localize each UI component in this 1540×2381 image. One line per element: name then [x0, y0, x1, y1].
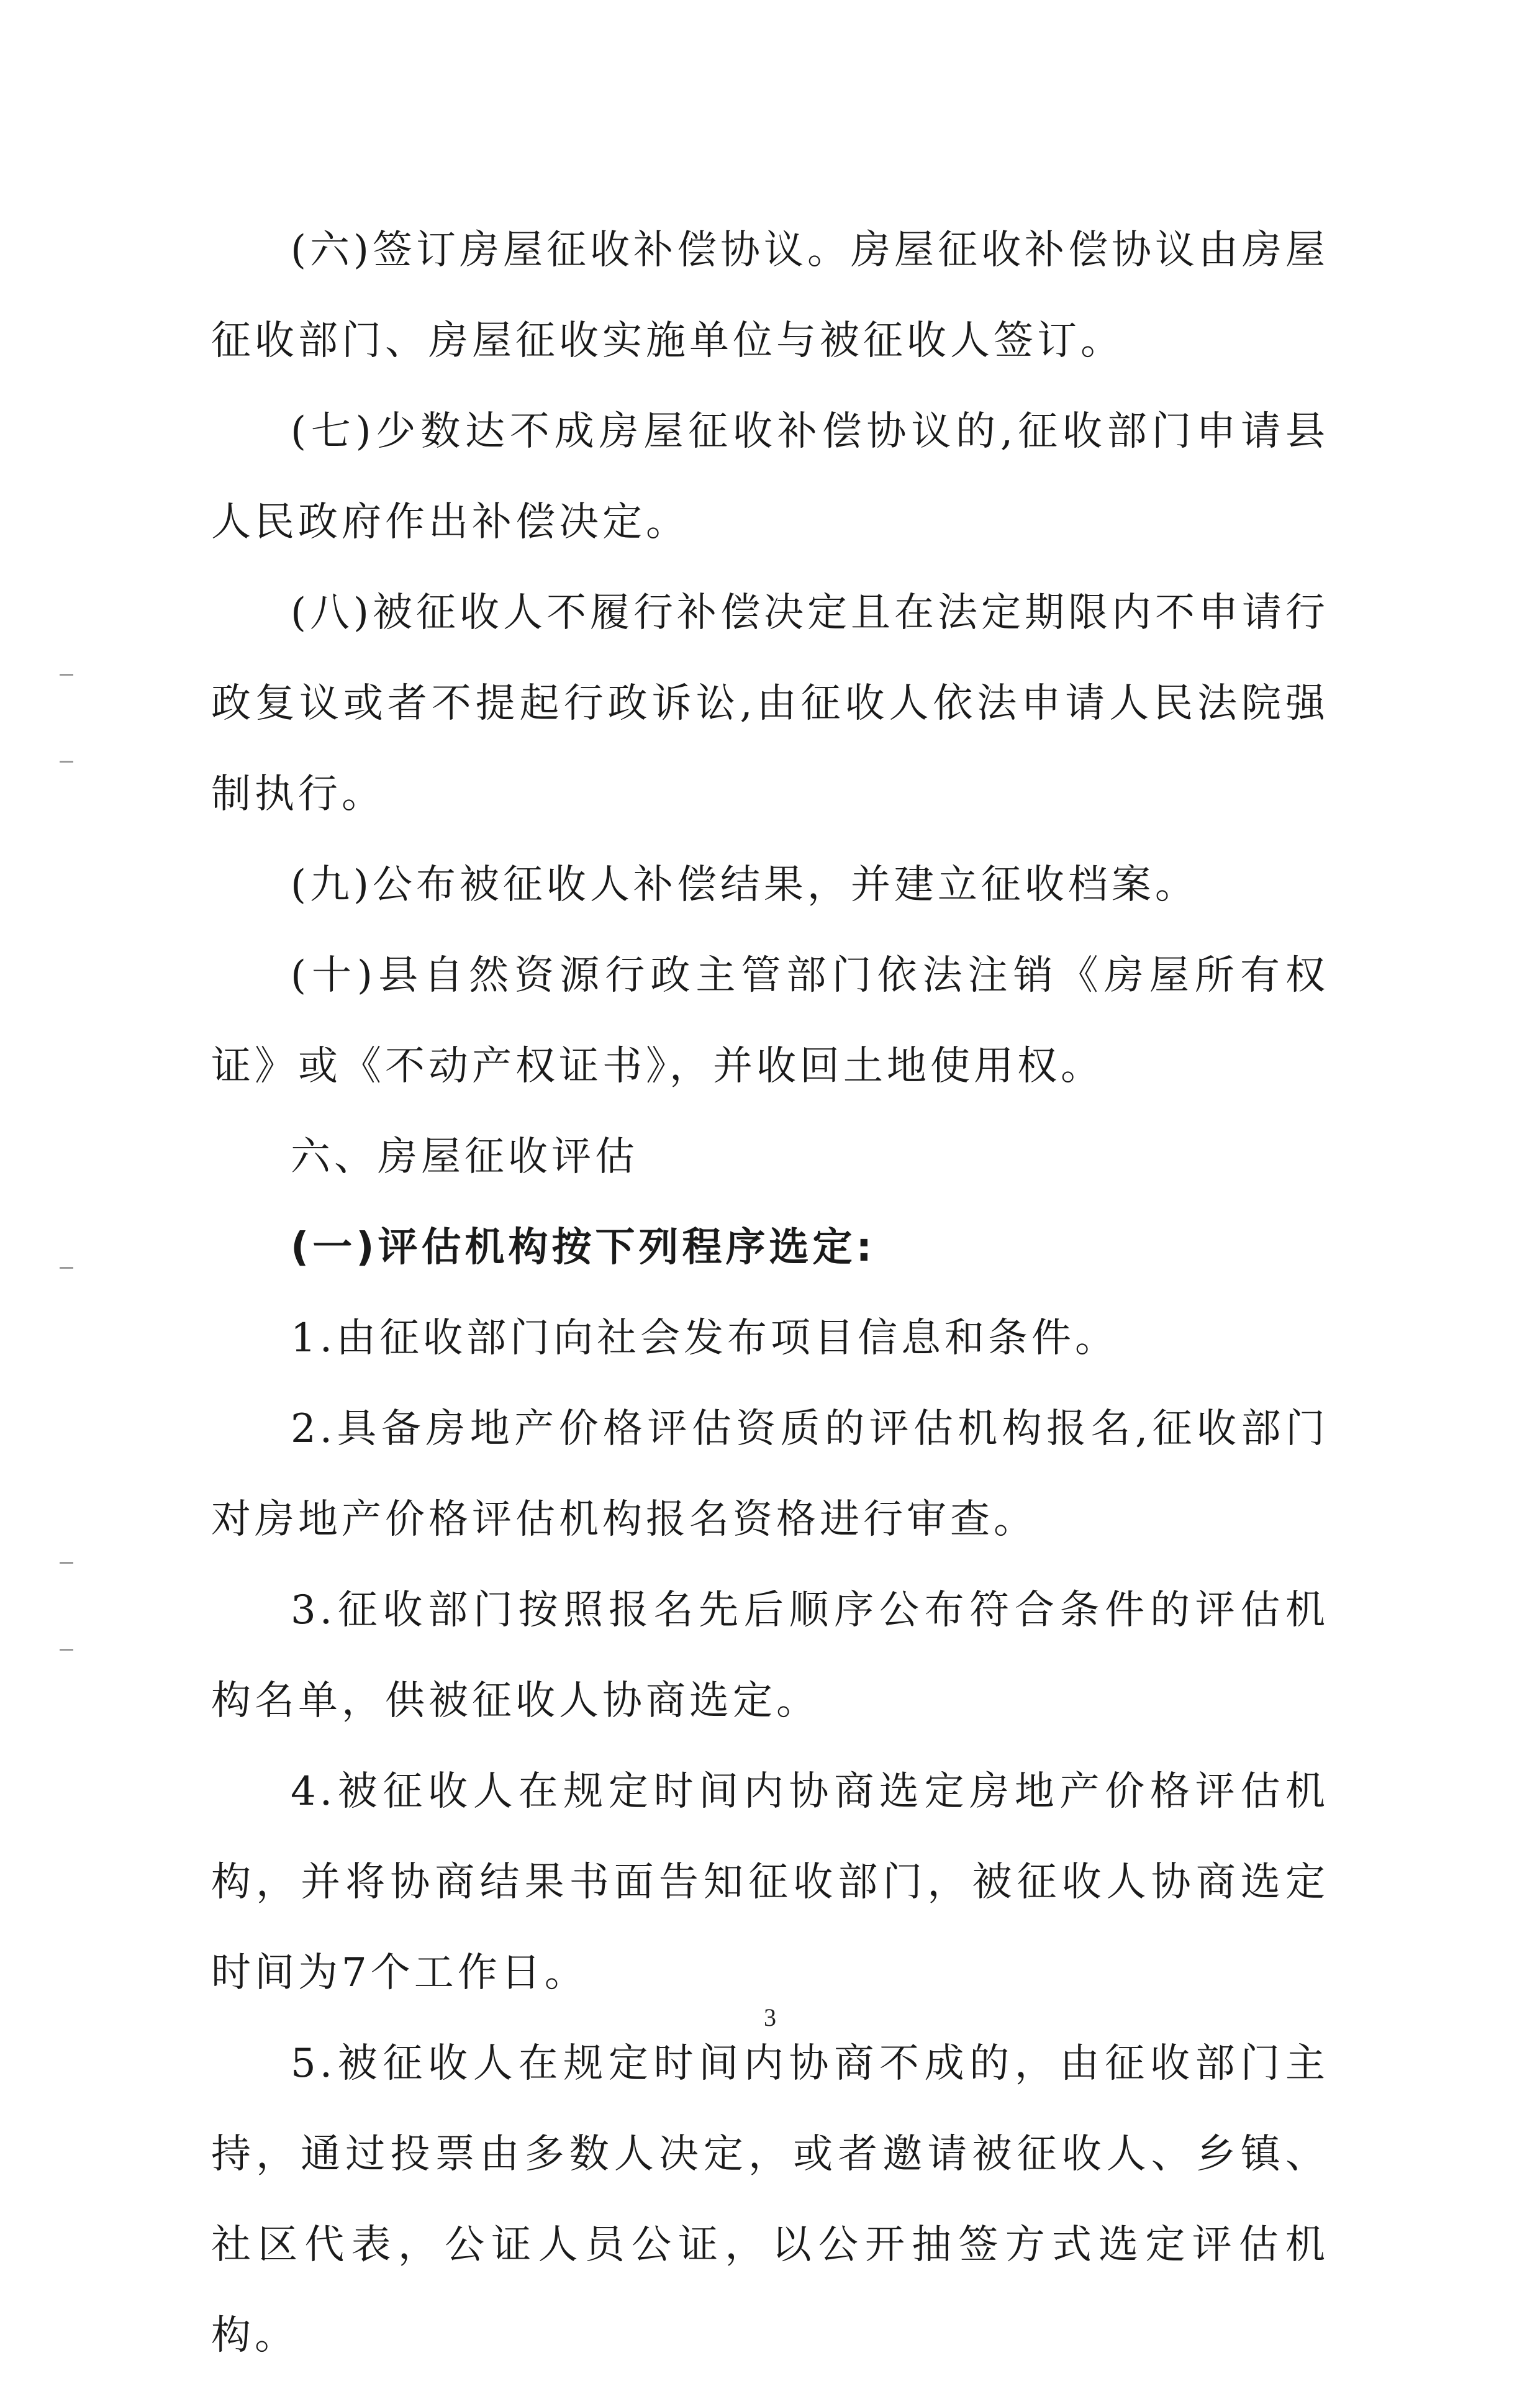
step-item: 5.被征收人在规定时间内协商不成的，由征收部门主持，通过投票由多数人决定，或者邀请被征收人、乡镇、社区代表，公证人员公证，以公开抽签方式选定评估机构。 [211, 2041, 1329, 2359]
paragraph-compensation-decision: (七)少数达不成房屋征收补偿协议的,征收部门申请县人民政府作出补偿决定。 [211, 409, 1329, 545]
paragraph-signing: (六)签订房屋征收补偿协议。房屋征收补偿协议由房屋征收部门、房屋征收实施单位与被征收人签订。 [211, 227, 1329, 364]
scan-mark [60, 1267, 73, 1269]
subsection-heading: (一)评估机构按下列程序选定: [291, 1225, 876, 1271]
scan-mark [60, 1649, 73, 1651]
section-heading: 六、房屋征收评估 [291, 1134, 638, 1180]
step-item: 1.由征收部门向社会发布项目信息和条件。 [291, 1315, 1119, 1361]
page-number: 3 [764, 2003, 776, 2031]
step-item: 3.征收部门按照报名先后顺序公布符合条件的评估机构名单，供被征收人协商选定。 [211, 1587, 1329, 1724]
scan-mark [60, 674, 73, 676]
scan-mark [60, 761, 73, 763]
body-text [211, 205, 1329, 2381]
step-item: 2.具备房地产价格评估资质的评估机构报名,征收部门对房地产价格评估机构报名资格进行审查。 [211, 1406, 1329, 1543]
paragraph-enforcement: (八)被征收人不履行补偿决定且在法定期限内不申请行政复议或者不提起行政诉讼,由征收人依法申请人民法院强制执行。 [211, 590, 1329, 817]
step-item: 4.被征收人在规定时间内协商选定房地产价格评估机构，并将协商结果书面告知征收部门，被征收人协商选定时间为7个工作日。 [211, 1769, 1329, 1996]
paragraph-cancel-certificates: (十)县自然资源行政主管部门依法注销《房屋所有权证》或《不动产权证书》，并收回土地使用权。 [211, 953, 1329, 1089]
paragraph-publish-results: (九)公布被征收人补偿结果，并建立征收档案。 [291, 862, 1198, 908]
scan-mark [60, 1562, 73, 1564]
